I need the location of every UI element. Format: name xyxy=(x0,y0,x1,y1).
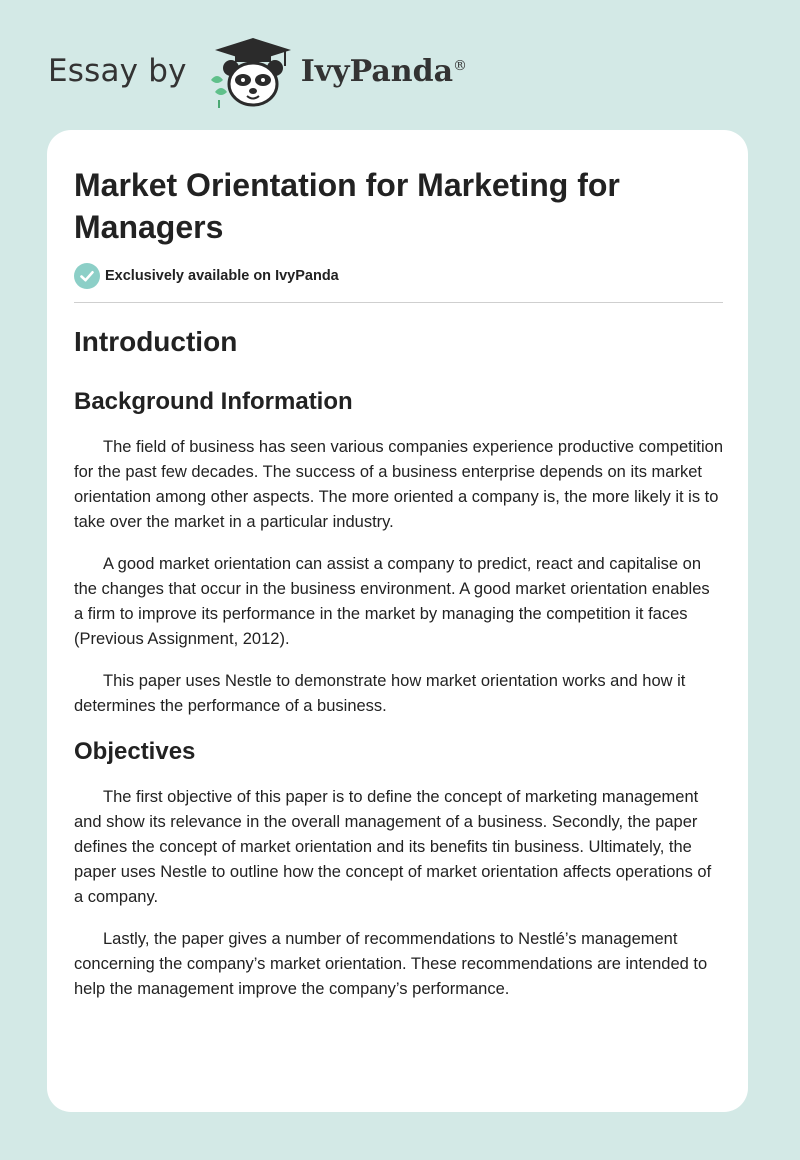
section-heading-objectives: Objectives xyxy=(74,738,196,765)
essay-card xyxy=(47,130,748,1112)
essay-by-label: Essay by xyxy=(48,53,187,89)
paragraph: Lastly, the paper gives a number of recommendations to Nestlé’s management concerning the company’s market orientation. These recommendations are intended to help the management improve the company’s performance. xyxy=(74,930,708,998)
section-heading-background: Background Information xyxy=(74,388,353,415)
badge-label: Exclusively available on IvyPanda xyxy=(105,268,339,284)
paragraph: The field of business has seen various companies experience productive competition for the past few decades. The success of a business enterprise depends on its market orientation among other aspects. The more oriented a company is, the more likely it is to take over the market in a particular industry. xyxy=(74,438,724,531)
page-title: Market Orientation for Marketing for Managers xyxy=(74,167,620,245)
brand-name[interactable]: IvyPanda® xyxy=(300,53,468,89)
panda-logo-icon[interactable] xyxy=(205,34,295,108)
paragraph: A good market orientation can assist a company to predict, react and capitalise on the changes that occur in the business environment. A good market orientation enables a firm to improve its performance in the market by managing the competition it faces (Previous Assignment, 2012). xyxy=(74,555,710,648)
paragraph: The first objective of this paper is to define the concept of marketing management and show its relevance in the overall management of a business. Secondly, the paper defines the concept of market orientation and its benefits tin business. Ultimately, the paper uses Nestle to outline how the concept of market orientation affects operations of a company. xyxy=(74,788,712,906)
paragraph: This paper uses Nestle to demonstrate how market orientation works and how it determines the performance of a business. xyxy=(74,672,686,715)
checkmark-icon xyxy=(74,263,100,289)
exclusive-badge xyxy=(74,263,339,289)
section-heading-introduction: Introduction xyxy=(74,326,238,357)
site-header xyxy=(48,34,467,108)
registered-mark: ® xyxy=(453,57,468,74)
divider xyxy=(74,302,723,303)
